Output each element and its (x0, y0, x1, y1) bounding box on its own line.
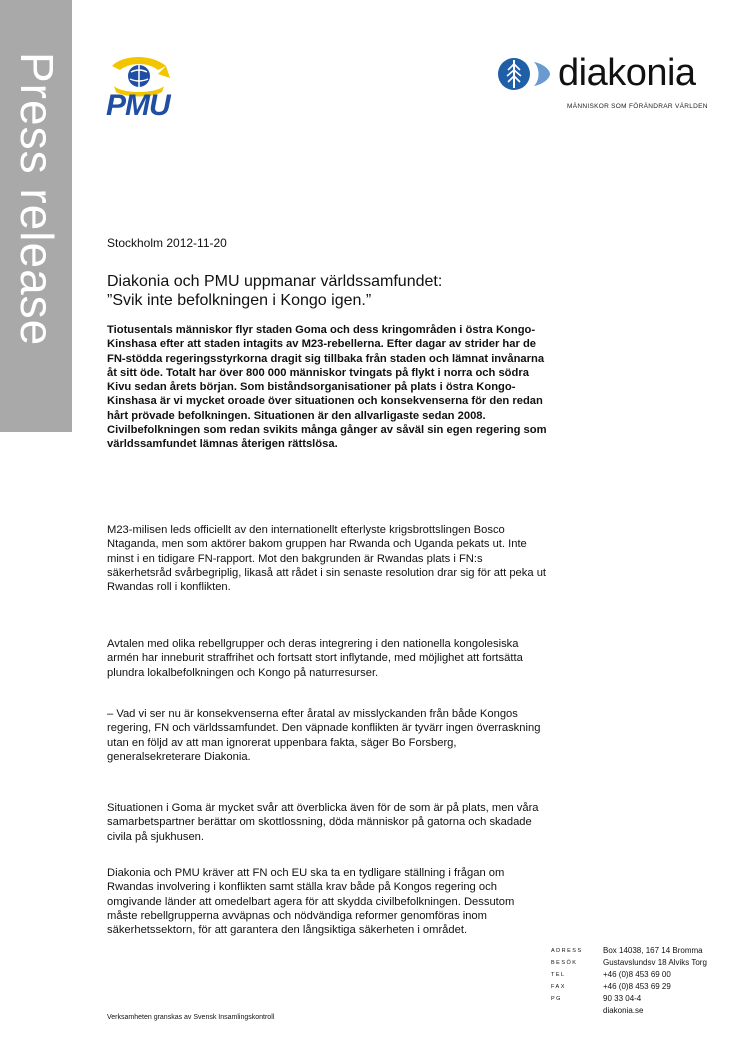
sidebar-label: Press release (11, 52, 63, 347)
contact-row-fax (551, 981, 707, 993)
address-label: ADRESS (551, 948, 583, 954)
headline (107, 272, 567, 310)
body-paragraph: – Vad vi ser nu är konsekvenserna efter åratal av misslyckanden från både Kongos regering, FN och världssamfundet. Den väpnade konflikten är tyvärr ingen överraskning utan en följd av att man ignorerat uppenbara fakta, säger Bo Forsberg, generalsekreterare Diakonia. (107, 708, 541, 763)
tel-value: +46 (0)8 453 69 00 (603, 970, 671, 979)
visit-label: BESÖK (551, 960, 578, 966)
lead-paragraph: Tiotusentals människor flyr staden Goma och dess kringområden i östra Kongo-Kinshasa efter att staden intagits av M23-rebellerna. Efter dagar av strider har de FN-stödda regeringsstyrkorna dragit sig tillbaka från staden och lämnat invånarna åt sitt öde. Totalt har över 800 000 människor tvingats på flykt i norra och södra Kivu sedan årets början. Som biståndsorganisationer på plats i östra Kongo-Kinshasa är vi mycket oroade över situationen och konsekvenserna för den redan hårt prövade befolkningen. Situationen är den allvarligaste sedan 2008. Civilbefolkningen som redan svikits många gånger av såväl sin egen regering som världssamfundet lämnas återigen rättslösa. (107, 324, 547, 451)
pg-value: 90 33 04-4 (603, 994, 642, 1003)
tel-label: TEL (551, 972, 566, 978)
diakonia-wordmark: diakonia (558, 52, 696, 94)
press-release-sidebar (0, 0, 72, 432)
headline-line-1: Diakonia och PMU uppmanar världssamfundet: (107, 273, 443, 290)
body-paragraph: Avtalen med olika rebellgrupper och deras integrering i den nationella kongolesiska armén har inneburit straffrihet och fortsatt stort inflytande, med möjlighet att fortsätta plundra lokalbefolkningen och Kongo på naturresurser. (107, 638, 523, 679)
pmu-logo-text: PMU (106, 89, 170, 122)
press-date: Stockholm 2012-11-20 (107, 236, 227, 250)
body-paragraph: Situationen i Goma är mycket svår att överblicka även för de som är på plats, men våra samarbetspartner berättar om skottlossning, döda människor på gatorna och skadade civila på sjukhusen. (107, 802, 539, 843)
body-paragraph: Diakonia och PMU kräver att FN och EU ska ta en tydligare ställning i frågan om Rwandas involvering i konflikten samt ställa krav både på Kongos regering och omgivande länder att omedelbart agera för att skydda civilbefolkningen. Dessutom måste rebellgrupperna avväpnas och nödvändiga reformer genomföras inom säkerhetssektorn, för att garantera den långsiktiga säkerheten i området. (107, 867, 515, 937)
fax-value: +46 (0)8 453 69 29 (603, 982, 671, 991)
diakonia-logo-icon (496, 56, 556, 92)
contact-row-address (551, 945, 707, 957)
contact-row-tel (551, 969, 707, 981)
address-value: Box 14038, 167 14 Bromma (603, 946, 703, 955)
headline-line-2: ”Svik inte befolkningen i Kongo igen.” (107, 292, 372, 309)
footer-note: Verksamheten granskas av Svensk Insamlingskontroll (107, 1014, 275, 1021)
website-link[interactable]: diakonia.se (603, 1006, 644, 1015)
contact-block (551, 945, 707, 1016)
body-paragraph: M23-milisen leds officiellt av den internationellt efterlyste krigsbrottslingen Bosco Ntaganda, men som aktörer bakom gruppen har Rwanda och Uganda pekats ut. Inte minst i en tidigare FN-rapport. Mot den bakgrunden är Rwandas plats i FN:s säkerhetsråd svårbegriplig, likaså att rådet i sin senaste resolution drar sig för att peka ut Rwandas roll i konflikten. (107, 524, 547, 594)
visit-value: Gustavslundsv 18 Alviks Torg (603, 958, 707, 967)
contact-row-pg (551, 993, 707, 1005)
diakonia-tagline: MÄNNISKOR SOM FÖRÄNDRAR VÄRLDEN (567, 103, 708, 110)
fax-label: FAX (551, 984, 566, 990)
contact-row-visit (551, 957, 707, 969)
pg-label: PG (551, 996, 562, 1002)
